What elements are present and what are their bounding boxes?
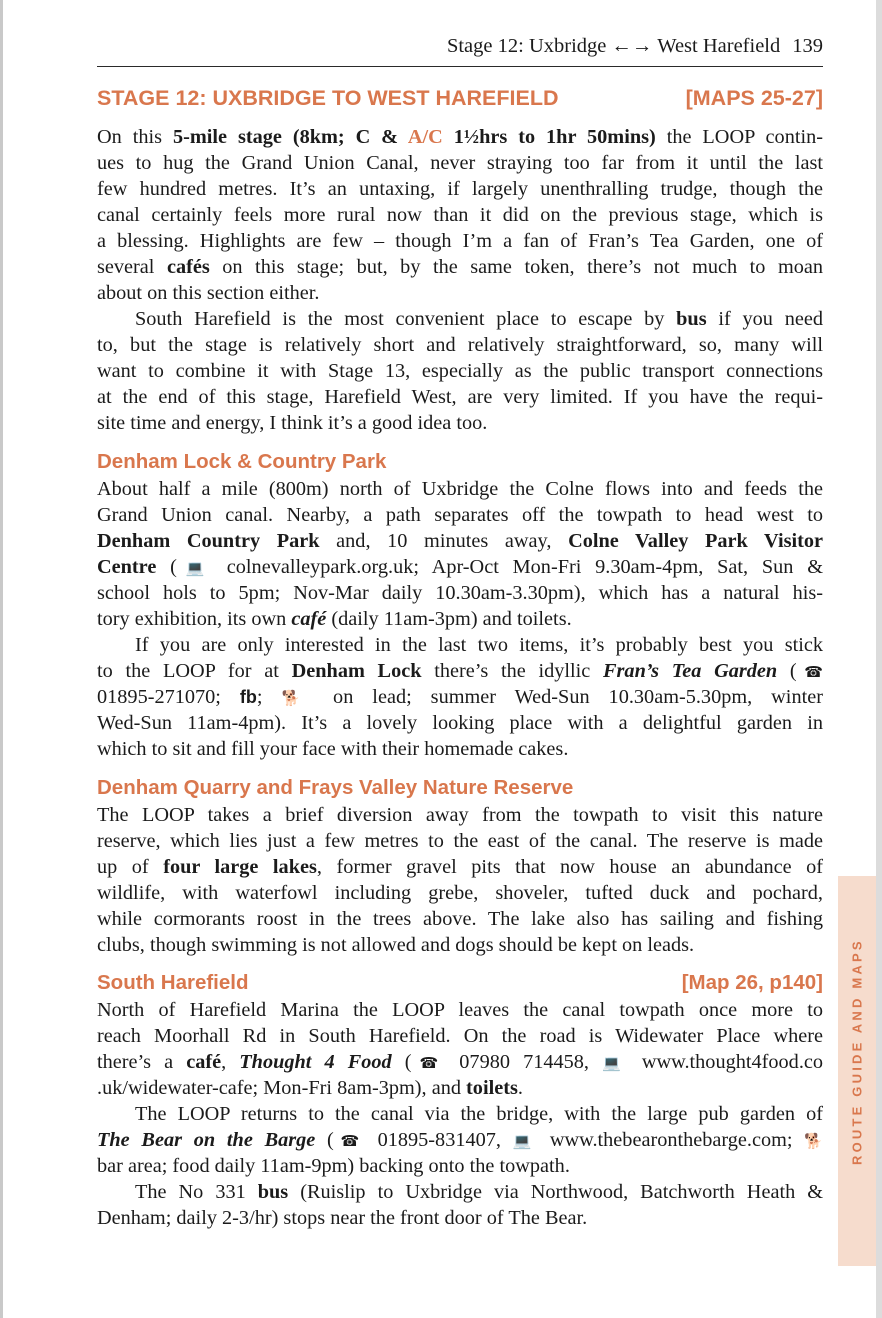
text-line: to, but the stage is relatively short and relatively straightforward, so, many will [97, 334, 823, 356]
dog-icon: 🐕 [281, 689, 315, 707]
intro-section [97, 124, 823, 436]
web-icon: 💻 [602, 1054, 629, 1072]
text-line: wildlife, with waterfowl including grebe, shoveler, tufted duck and pochard, [97, 882, 823, 904]
text-line: at the end of this stage, Harefield West, are very limited. If you have the requi- [97, 386, 823, 408]
running-head [97, 31, 823, 61]
section-heading-denham-lock: Denham Lock & Country Park [97, 450, 387, 473]
south-harefield-title: South Harefield [97, 971, 249, 994]
phone-icon: ☎ [333, 1132, 366, 1150]
text-line: The Bear on the Barge (☎ 01895-831407, 💻 www.thebearonthebarge.com; 🐕 [97, 1129, 823, 1151]
section-heading-south-harefield [97, 970, 823, 996]
text-line: reserve, which lies just a few metres to the east of the canal. The reserve is made [97, 830, 823, 852]
text-line: there’s a café, Thought 4 Food (☎ 07980 714458, 💻 www.thought4food.co [97, 1051, 824, 1073]
stage-maps-ref: [MAPS 25-27] [685, 86, 823, 110]
text-line: .uk/widewater-cafe; Mon-Fri 8am-3pm), and toilets. [97, 1077, 523, 1099]
phone-icon: ☎ [411, 1054, 447, 1072]
text-line: The LOOP returns to the canal via the bridge, with the large pub garden of [135, 1103, 823, 1125]
text-line: Wed-Sun 11am-4pm). It’s a lovely looking place with a delightful garden in [97, 712, 823, 734]
text-line: reach Moorhall Rd in South Harefield. On the road is Widewater Place where [97, 1025, 823, 1047]
text-line: a blessing. Highlights are few – though I’m a fan of Fran’s Tea Garden, one of [97, 230, 823, 252]
web-icon: 💻 [176, 559, 213, 577]
phone-icon: ☎ [796, 663, 823, 681]
text-line: The LOOP takes a brief diversion away from the towpath to visit this nature [97, 804, 823, 826]
south-harefield-section [97, 997, 823, 1231]
text-line: On this 5-mile stage (8km; C & A/C 1½hrs to 1hr 50mins) the LOOP contin- [97, 126, 823, 148]
web-icon: 💻 [512, 1132, 539, 1150]
page-number: 139 [792, 35, 823, 57]
text-line: ues to hug the Grand Union Canal, never straying too far from it until the last [97, 152, 823, 174]
text-line: Centre (💻 colnevalleypark.org.uk; Apr-Oct Mon-Fri 9.30am-4pm, Sat, Sun & [97, 556, 823, 578]
text-line: Grand Union canal. Nearby, a path separates off the towpath to head west to [97, 504, 823, 526]
page-left-edge [0, 0, 3, 1318]
side-tab-label: ROUTE GUIDE AND MAPS [849, 938, 865, 1165]
text-line: canal certainly feels more rural now than it did on the previous stage, which is [97, 204, 823, 226]
running-head-title: Stage 12: Uxbridge ←→ West Harefield [446, 35, 781, 57]
text-line: The No 331 bus (Ruislip to Uxbridge via Northwood, Batchworth Heath & [135, 1181, 823, 1203]
text-line: want to combine it with Stage 13, especially as the public transport connections [97, 360, 823, 382]
header-rule [97, 66, 823, 67]
stage-title: STAGE 12: UXBRIDGE TO WEST HAREFIELD [97, 86, 559, 110]
text-line: About half a mile (800m) north of Uxbridge the Colne flows into and feeds the [97, 478, 823, 500]
dog-icon: 🐕 [804, 1132, 823, 1150]
text-line: to the LOOP for at Denham Lock there’s the idyllic Fran’s Tea Garden (☎ [97, 660, 823, 682]
stage-heading [97, 84, 823, 112]
text-line: If you are only interested in the last two items, it’s probably best you stick [135, 634, 823, 656]
text-line: clubs, though swimming is not allowed and dogs should be kept on leads. [97, 934, 695, 956]
text-line: Denham; daily 2-3/hr) stops near the front door of The Bear. [97, 1207, 588, 1229]
text-line: bar area; food daily 11am-9pm) backing onto the towpath. [97, 1155, 570, 1177]
text-line: North of Harefield Marina the LOOP leaves the canal towpath once more to [97, 999, 823, 1021]
text-line: while cormorants roost in the trees above. The lake also has sailing and fishing [97, 908, 823, 930]
text-line: few hundred metres. It’s an untaxing, if largely unenthralling trudge, though the [97, 178, 823, 200]
section-heading-denham-quarry: Denham Quarry and Frays Valley Nature Reserve [97, 776, 574, 799]
text-line: South Harefield is the most convenient place to escape by bus if you need [135, 308, 823, 330]
denham-quarry-section [97, 802, 823, 958]
denham-lock-section [97, 476, 823, 762]
text-line: up of four large lakes, former gravel pits that now house an abundance of [97, 856, 823, 878]
text-line: tory exhibition, its own café (daily 11am-3pm) and toilets. [97, 608, 572, 630]
text-line: several cafés on this stage; but, by the same token, there’s not much to moan [97, 256, 823, 278]
text-line: school hols to 5pm; Nov-Mar daily 10.30am-3.30pm), which has a natural his- [97, 582, 823, 604]
text-line: about on this section either. [97, 282, 320, 304]
text-line: site time and energy, I think it’s a good idea too. [97, 412, 488, 434]
south-harefield-map-ref: [Map 26, p140] [681, 971, 823, 994]
page-right-edge [876, 0, 882, 1318]
text-line: which to sit and fill your face with their homemade cakes. [97, 738, 569, 760]
text-line: 01895-271070; fb; 🐕 on lead; summer Wed-Sun 10.30am-5.30pm, winter [97, 686, 823, 708]
text-line: Denham Country Park and, 10 minutes away, Colne Valley Park Visitor [97, 530, 823, 552]
